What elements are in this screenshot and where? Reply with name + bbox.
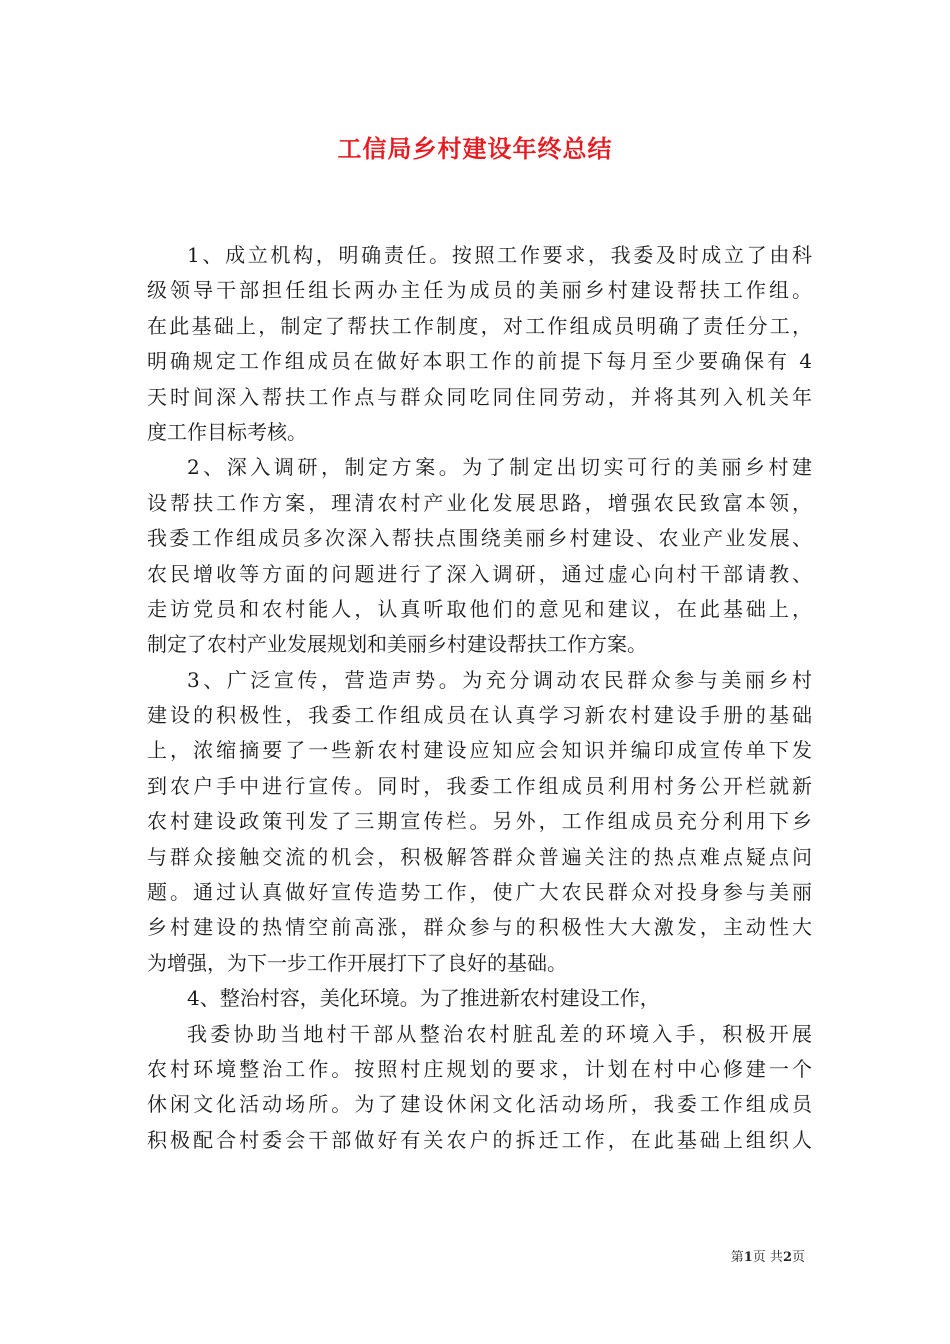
body-line: 积极配合村委会干部做好有关农户的拆迁工作，在此基础上组织人 [147,1127,812,1152]
body-line: 级领导干部担任组长两办主任为成员的美丽乡村建设帮扶工作组。 [147,278,812,303]
body-line: 1、成立机构，明确责任。按照工作要求，我委及时成立了由科 [187,243,812,267]
document-title: 工信局乡村建设年终总结 [337,134,613,163]
body-line: 度工作目标考核。 [147,419,307,444]
body-line: 4、整治村容，美化环境。为了推进新农村建设工作， [187,986,660,1011]
body-line: 上，浓缩摘要了一些新农村建设应知应会知识并编印成宣传单下发 [147,738,812,763]
footer-prefix: 第 [730,1250,744,1265]
body-line: 明确规定工作组成员在做好本职工作的前提下每月至少要确保有 4 [147,349,812,374]
body-line: 2、深入调研，制定方案。为了制定出切实可行的美丽乡村建 [187,455,812,480]
document-body [147,238,812,1158]
page-footer [731,1249,805,1267]
body-line: 农村建设政策刊发了三期宣传栏。另外，工作组成员充分利用下乡 [147,809,812,834]
footer-total-pages: 2 [782,1250,792,1265]
body-line: 天时间深入帮扶工作点与群众同吃同住同劳动，并将其列入机关年 [147,384,812,409]
body-line: 休闲文化活动场所。为了建设休闲文化活动场所，我委工作组成员 [147,1092,812,1117]
footer-page-number: 1 [743,1250,753,1265]
body-line: 我委工作组成员多次深入帮扶点围绕美丽乡村建设、农业产业发展、 [147,526,812,551]
body-line: 农村环境整治工作。按照村庄规划的要求，计划在村中心修建一个 [147,1056,812,1081]
body-line: 在此基础上，制定了帮扶工作制度，对工作组成员明确了责任分工， [147,313,812,338]
body-line: 设帮扶工作方案，理清农村产业化发展思路，增强农民致富本领， [147,490,812,515]
body-line: 3、广泛宣传，营造声势。为充分调动农民群众参与美丽乡村 [187,667,812,692]
body-line: 我委协助当地村干部从整治农村脏乱差的环境入手，积极开展 [187,1021,812,1046]
body-line: 制定了农村产业发展规划和美丽乡村建设帮扶工作方案。 [147,632,647,657]
body-line: 为增强，为下一步工作开展打下了良好的基础。 [147,950,567,975]
body-line: 走访党员和农村能人，认真听取他们的意见和建议，在此基础上， [147,596,812,621]
body-line: 与群众接触交流的机会，积极解答群众普遍关注的热点难点疑点问 [147,844,812,869]
body-line: 乡村建设的热情空前高涨，群众参与的积极性大大激发，主动性大 [147,915,812,940]
footer-middle: 页 共 [752,1250,783,1265]
body-line: 农民增收等方面的问题进行了深入调研，通过虚心向村干部请教、 [147,561,812,586]
body-line: 题。通过认真做好宣传造势工作，使广大农民群众对投身参与美丽 [147,880,812,905]
body-line: 到农户手中进行宣传。同时，我委工作组成员利用村务公开栏就新 [147,773,812,798]
body-line: 建设的积极性，我委工作组成员在认真学习新农村建设手册的基础 [147,703,812,728]
footer-suffix: 页 [791,1250,805,1265]
